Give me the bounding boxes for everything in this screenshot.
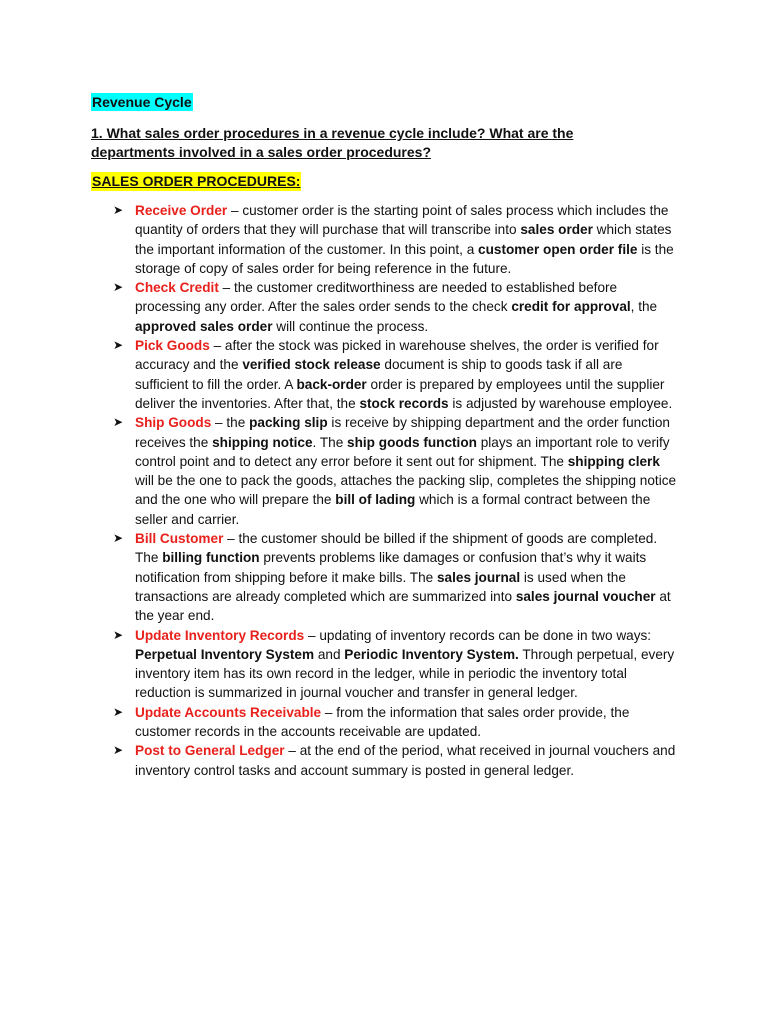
item-text: – the customer creditworthiness are needed to established before processing any order. After the sales order sends to the check [135,280,618,315]
list-item-update-accounts-receivable [113,703,678,742]
list-item-receive-order [113,201,678,278]
arrow-bullet-icon: ➤ [113,743,124,758]
item-text: – the [211,415,250,431]
item-keyword: back-order [296,376,367,392]
item-text: – from the information that sales order provide, the customer records in the accounts receivable are updated. [135,704,630,740]
item-title: Ship Goods [135,415,212,431]
item-text: document is ship to goods task if all are sufficient to fill the order. A [135,357,623,392]
item-text: – the customer should be billed if the shipment of goods are completed. The [135,531,658,566]
item-text: , the [630,299,658,315]
item-title: Update Inventory Records [135,627,305,643]
item-text: is used when the transactions are already completed which are summarized into [135,569,626,604]
list-item-pick-goods [113,336,678,413]
item-keyword: Perpetual Inventory System [135,646,315,662]
item-text: is the storage of copy of sales order for being reference in the future. [135,241,674,276]
item-text: – customer order is the starting point of sales process which includes the quantity of orders that they will purchase that will transcribe into [135,203,669,238]
item-text: . The [312,434,348,450]
arrow-bullet-icon: ➤ [113,280,124,295]
item-text: will continue the process. [272,318,429,334]
item-title: Update Accounts Receivable [135,704,322,720]
item-keyword: customer open order file [478,241,638,257]
item-text: is receive by shipping department and the order function receives the [135,415,670,450]
item-keyword: shipping notice [212,434,313,450]
section-heading: SALES ORDER PROCEDURES: [92,173,301,189]
arrow-bullet-icon: ➤ [113,531,124,546]
item-keyword: verified stock release [242,357,381,373]
item-keyword: ship goods function [347,434,477,450]
procedure-list [113,201,678,780]
item-keyword: credit for approval [511,299,631,315]
arrow-bullet-icon: ➤ [113,203,124,217]
list-item-check-credit [113,278,678,336]
list-item-post-to-general-ledger [113,741,678,780]
item-keyword: billing function [162,550,260,566]
item-keyword: sales journal [436,569,521,585]
item-text: – updating of inventory records can be done in two ways: [304,627,652,643]
arrow-bullet-icon: ➤ [113,338,124,353]
item-keyword: packing slip [249,415,328,431]
item-keyword: sales journal voucher [515,588,656,604]
item-keyword: stock records [359,395,449,411]
item-keyword: bill of lading [335,492,416,508]
item-text: and [314,646,345,662]
item-text: will be the one to pack the goods, attaches the packing slip, completes the shipping notice and the one who will prepare the [135,473,677,508]
item-text: plays an important role to verify control point and to detect any error before it sent out for shipment. The [135,434,670,469]
item-title: Post to General Ledger [135,743,285,759]
item-text: order is prepared by employees until the supplier deliver the inventories. After that, the [135,376,665,411]
question-text: 1. What sales order procedures in a revenue cycle include? What are the departments involved in a sales order procedures? [91,125,574,160]
item-text: which is a formal contract between the seller and carrier. [135,492,651,527]
item-text: which states the important information of the customer. In this point, a [135,222,672,257]
document-title: Revenue Cycle [92,94,192,110]
item-text: is adjusted by warehouse employee. [448,395,673,411]
item-keyword: shipping clerk [567,453,660,469]
item-text: – at the end of the period, what received in journal vouchers and inventory control tasks and account summary is posted in general ledger. [135,743,676,778]
item-keyword: sales order [520,222,593,238]
list-item-update-inventory-records [113,626,678,703]
arrow-bullet-icon: ➤ [113,415,124,430]
item-keyword: Periodic Inventory System. [344,646,519,662]
arrow-bullet-icon: ➤ [113,704,124,719]
list-item-bill-customer [113,529,678,625]
item-title: Check Credit [135,280,219,296]
item-title: Pick Goods [135,338,210,354]
arrow-bullet-icon: ➤ [113,627,124,642]
item-text: prevents problems like damages or confusion that’s why it waits notification from shipping before it make bills. The [135,550,647,585]
item-title: Receive Order [135,203,228,218]
item-text: at the year end. [135,588,671,624]
item-text: – after the stock was picked in warehouse shelves, the order is verified for accuracy and the [135,338,659,373]
item-text: Through perpetual, every inventory item has its own record in the ledger, while in periodic the inventory total reduction is summarized in journal voucher and transfer in general ledger. [135,646,675,701]
item-keyword: approved sales order [135,318,273,334]
item-title: Bill Customer [135,531,224,547]
list-item-ship-goods [113,413,678,529]
